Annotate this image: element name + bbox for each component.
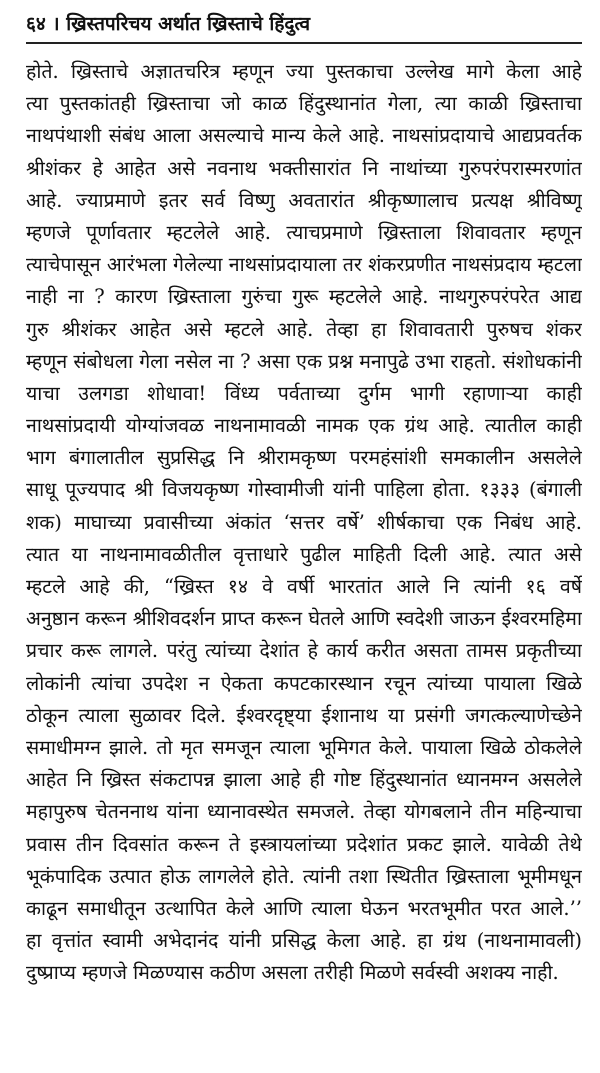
text-line: याचा उलगडा शोधावा! विंध्य पर्वताच्या दुर्गम भागी रहाणाऱ्या काही: [26, 381, 582, 405]
text-line: आहेत नि ख्रिस्त संकटापन्न झाला आहे ही गोष्ट हिंदुस्थानांत ध्यानमग्न असलेले: [26, 768, 582, 792]
text-line: नाथपंथाशी संबंध आला असल्याचे मान्य केले आहे. नाथसांप्रदायाचे आद्यप्रवर्तक: [26, 124, 582, 148]
text-line: म्हणून संबोधला गेला नसेल ना ? असा एक प्रश्न मनापुढे उभा राहतो. संशोधकांनी: [26, 349, 582, 373]
text-line: त्याचेपासून आरंभला गेलेल्या नाथसांप्रदायाला तर शंकरप्रणीत नाथसंप्रदाय म्हटला: [26, 253, 582, 277]
text-line: श्रीशंकर हे आहेत असे नवनाथ भक्तीसारांत नि नाथांच्या गुरुपरंपरास्मरणांत: [26, 156, 582, 180]
running-header: ६४ । ख्रिस्तपरिचय अर्थात ख्रिस्ताचे हिंदुत्व: [26, 10, 582, 44]
text-line: त्या पुस्तकांतही ख्रिस्ताचा जो काळ हिंदुस्थानांत गेला, त्या काळी ख्रिस्ताचा: [26, 92, 582, 116]
text-line: भाग बंगालातील सुप्रसिद्ध नि श्रीरामकृष्ण परमहंसांशी समकालीन असलेले: [26, 446, 582, 470]
text-line: साधू पूज्यपाद श्री विजयकृष्ण गोस्वामीजी यांनी पाहिला होता. १३३३ (बंगाली: [26, 478, 582, 502]
text-line: नाही ना ? कारण ख्रिस्ताला गुरुंचा गुरू म्हटलेले आहे. नाथगुरुपरंपरेत आद्य: [26, 285, 582, 309]
text-line: गुरु श्रीशंकर आहेत असे म्हटले आहे. तेव्हा हा शिवावतारी पुरुषच शंकर: [26, 317, 582, 341]
text-line: प्रचार करू लागले. परंतु त्यांच्या देशांत हे कार्य करीत असता तामस प्रकृतीच्या: [26, 639, 582, 663]
text-line: समाधीमग्न झाले. तो मृत समजून त्याला भूमिगत केले. पायाला खिळे ठोकलेले: [26, 735, 582, 759]
text-line: प्रवास तीन दिवसांत करून ते इस्त्रायलांच्या प्रदेशांत प्रकट झाले. यावेळी तेथे: [26, 832, 582, 856]
text-line: नाथसांप्रदायी योग्यांजवळ नाथनामावळी नामक एक ग्रंथ आहे. त्यातील काही: [26, 414, 582, 438]
text-line: लोकांनी त्यांचा उपदेश न ऐकता कपटकारस्थान रचून त्यांच्या पायाला खिळे: [26, 671, 582, 695]
text-line: आहे. ज्याप्रमाणे इतर सर्व विष्णु अवतारांत श्रीकृष्णालाच प्रत्यक्ष श्रीविष्णू: [26, 188, 582, 212]
text-line: म्हटले आहे की, “ख्रिस्त १४ वे वर्षी भारतांत आले नि त्यांनी १६ वर्षे: [26, 575, 582, 598]
text-line: महापुरुष चेतननाथ यांना ध्यानावस्थेत समजले. तेव्हा योगबलाने तीन महिन्याचा: [26, 800, 582, 824]
text-line: शक) माघाच्या प्रवासीच्या अंकांत ‘सत्तर वर्षे’ शीर्षकाचा एक निबंध आहे.: [26, 510, 582, 534]
body-text: [26, 56, 582, 989]
text-line: होते. ख्रिस्ताचे अज्ञातचरित्र म्हणून ज्या पुस्तकाचा उल्लेख मागे केला आहे: [26, 60, 582, 83]
text-line: हा वृत्तांत स्वामी अभेदानंद यांनी प्रसिद्ध केला आहे. हा ग्रंथ (नाथनामावली): [26, 929, 582, 953]
text-line: भूकंपादिक उत्पात होऊ लागलेले होते. त्यांनी तशा स्थितीत ख्रिस्ताला भूमीमधून: [26, 864, 582, 888]
text-line: दुष्प्राप्य म्हणजे मिळण्यास कठीण असला तरीही मिळणे सर्वस्वी अशक्य नाही.: [26, 961, 559, 985]
text-line: ठोकून त्याला सुळावर दिले. ईश्वरदृष्ट्या ईशानाथ या प्रसंगी जगत्कल्याणेच्छेने: [26, 703, 582, 727]
text-line: अनुष्ठान करून श्रीशिवदर्शन प्राप्त करून घेतले आणि स्वदेशी जाऊन ईश्वरमहिमा: [26, 607, 582, 631]
text-line: म्हणजे पूर्णावतार म्हटलेले आहे. त्याचप्रमाणे ख्रिस्ताला शिवावतार म्हणून: [26, 220, 582, 244]
text-line: त्यात या नाथनामावळीतील वृत्ताधारे पुढील माहिती दिली आहे. त्यात असे: [26, 542, 582, 566]
text-line: काढून समाधीतून उत्थापित केले आणि त्याला घेऊन भरतभूमीत परत आले.’’: [26, 896, 582, 920]
